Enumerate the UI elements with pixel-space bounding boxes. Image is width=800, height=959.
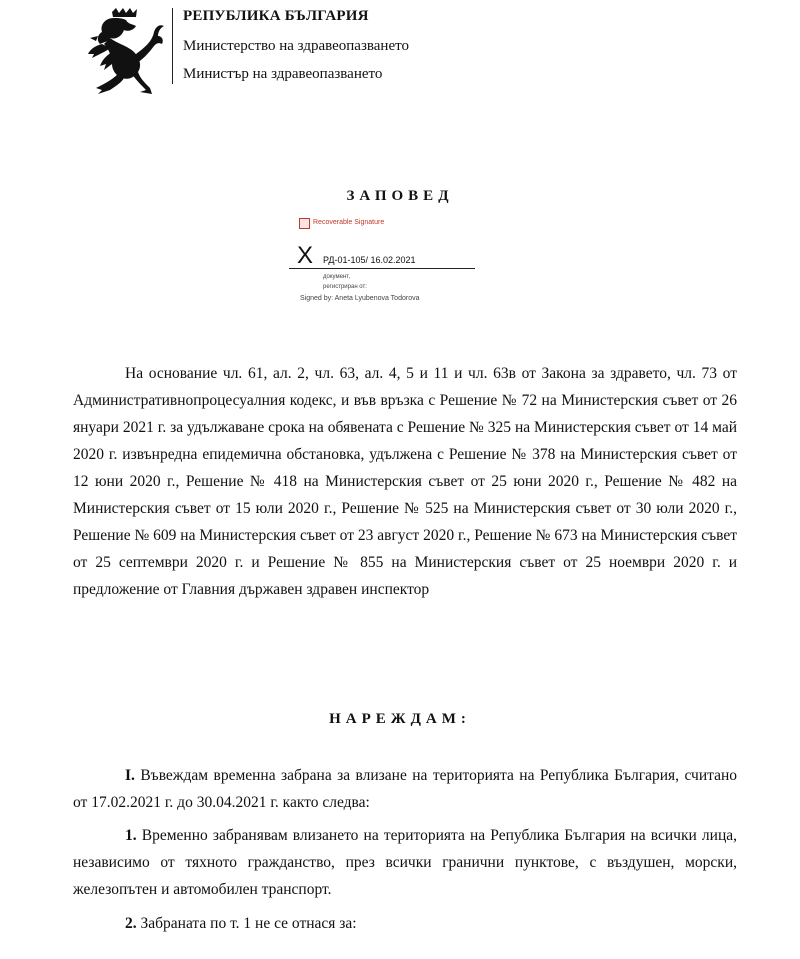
item-1-number: 1. — [125, 827, 137, 844]
header-divider — [172, 8, 173, 84]
document-title: ЗАПОВЕД — [346, 188, 454, 204]
document-number: РД-01-105/ 16.02.2021 — [323, 255, 416, 265]
header-ministry: Министерство на здравеопазването — [183, 38, 409, 54]
signature-subtext-1: документ, — [323, 274, 350, 280]
signature-line — [289, 268, 475, 269]
item-2-paragraph — [73, 910, 737, 937]
signature-x-mark: X — [297, 242, 314, 269]
item-1-text: Временно забранявам влизането на територията на Република България на всички лица, независимо от тяхното гражданство, през всички гранични пунктове, с въздушен, морски, железопътен и автомобилен транспорт. — [73, 827, 738, 898]
item-i-text: Въвеждам временна забрана за влизане на територията на Република България, считано от 17.02.2021 г. до 30.04.2021 г. както следва: — [73, 767, 738, 811]
coat-of-arms-icon — [82, 8, 166, 96]
item-2-number: 2. — [125, 915, 137, 932]
item-2-text: Забраната по т. 1 не се отнася за: — [140, 915, 357, 932]
header-country: РЕПУБЛИКА БЪЛГАРИЯ — [183, 8, 369, 24]
signature-subtext-2: регистриран от: — [323, 284, 367, 290]
item-i-number: I. — [125, 767, 135, 784]
order-heading: НАРЕЖДАМ: — [329, 711, 471, 727]
header-minister: Министър на здравеопазването — [183, 66, 383, 82]
signature-recoverable-label: Recoverable Signature — [313, 219, 385, 226]
signature-signed-by: Signed by: Aneta Lyubenova Todorova — [300, 295, 420, 302]
item-1-paragraph — [73, 822, 737, 903]
item-i-paragraph — [73, 762, 737, 816]
signature-icon — [299, 218, 310, 229]
main-paragraph: На основание чл. 61, ал. 2, чл. 63, ал. 4, 5 и 11 и чл. 63в от Закона за здравето, чл. 73 от Административнопроцесуалния кодекс, и във връзка с Решение № 72 на Министерския съвет от 26 януари 2021 г. за удължаване срока на обявената с Решение № 325 на Министерския съвет от 14 май 2020 г. извънредна епидемична обстановка, удължена с Решение № 378 на Министерския съвет от 12 юни 2020 г., Решение № 418 на Министерския съвет от 25 юни 2020 г., Решение № 482 на Министерския съвет от 15 юли 2020 г., Решение № 525 на Министерския съвет от 30 юли 2020 г., Решение № 609 на Министерския съвет от 23 август 2020 г., Решение № 673 на Министерския съвет от 25 септември 2020 г. и Решение № 855 на Министерския съвет от 25 ноември 2020 г. и предложение от Главния държавен здравен инспектор — [73, 365, 737, 598]
